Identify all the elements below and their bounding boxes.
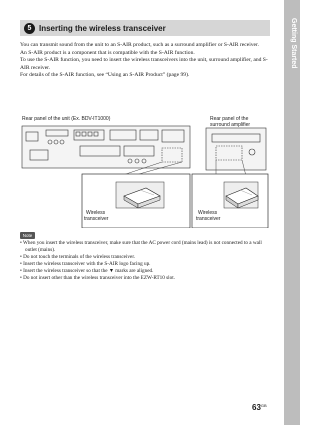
unit-rear-panel-label: Rear panel of the unit (Ex. BDV-IT1000) [22, 116, 111, 122]
note-badge: Note [20, 232, 35, 239]
body-paragraph: To use the S-AIR function, you need to insert the wireless transceivers into the unit, surround amplifier, and S-AIR receiver. [20, 57, 268, 71]
left-transceiver-label-line1: Wireless [86, 210, 106, 216]
step-number-badge: 5 [24, 23, 35, 34]
note-item: • Insert the wireless transceiver so that the ▼ marks are aligned. [20, 268, 272, 275]
note-item: • Insert the wireless transceiver with the S-AIR logo facing up. [20, 261, 272, 268]
note-item: • Do not insert other than the wireless transceiver into the EZW-RT10 slot. [20, 275, 272, 282]
page-number-suffix: GB [260, 403, 267, 408]
section-heading [20, 20, 270, 36]
right-transceiver-label-line1: Wireless [198, 210, 218, 216]
left-transceiver-label-line2: transceiver [84, 216, 109, 222]
amplifier-rear-panel-label-line2: surround amplifier [210, 122, 251, 128]
body-paragraph: For details of the S-AIR function, see “Using an S-AIR Product” (page 99). [20, 72, 190, 79]
side-tab [284, 0, 300, 425]
body-paragraph: An S-AIR product is a component that is compatible with the S-AIR function. [20, 49, 195, 56]
body-text [20, 42, 270, 80]
page-number [252, 403, 267, 412]
page-number-value: 63 [252, 403, 261, 412]
note-item: • When you insert the wireless transceiver, make sure that the AC power cord (mains lead) is not connected to a wall outlet (mains). [20, 240, 272, 254]
right-transceiver-label-line2: transceiver [196, 216, 221, 222]
section-title: Inserting the wireless transceiver [39, 23, 166, 33]
note-item: • Do not touch the terminals of the wireless transceiver. [20, 254, 272, 261]
side-tab-label: Getting Started [290, 18, 297, 69]
unit-rear-panel [22, 126, 190, 168]
notes-list [20, 240, 272, 282]
installation-figure [20, 116, 270, 228]
body-paragraph: You can transmit sound from the unit to an S-AIR product, such as a surround amplifier or S-AIR receiver. [20, 42, 259, 48]
amplifier-rear-panel [206, 128, 266, 170]
installation-illustration [20, 116, 270, 228]
amplifier-rear-panel-label-line1: Rear panel of the [210, 116, 249, 122]
